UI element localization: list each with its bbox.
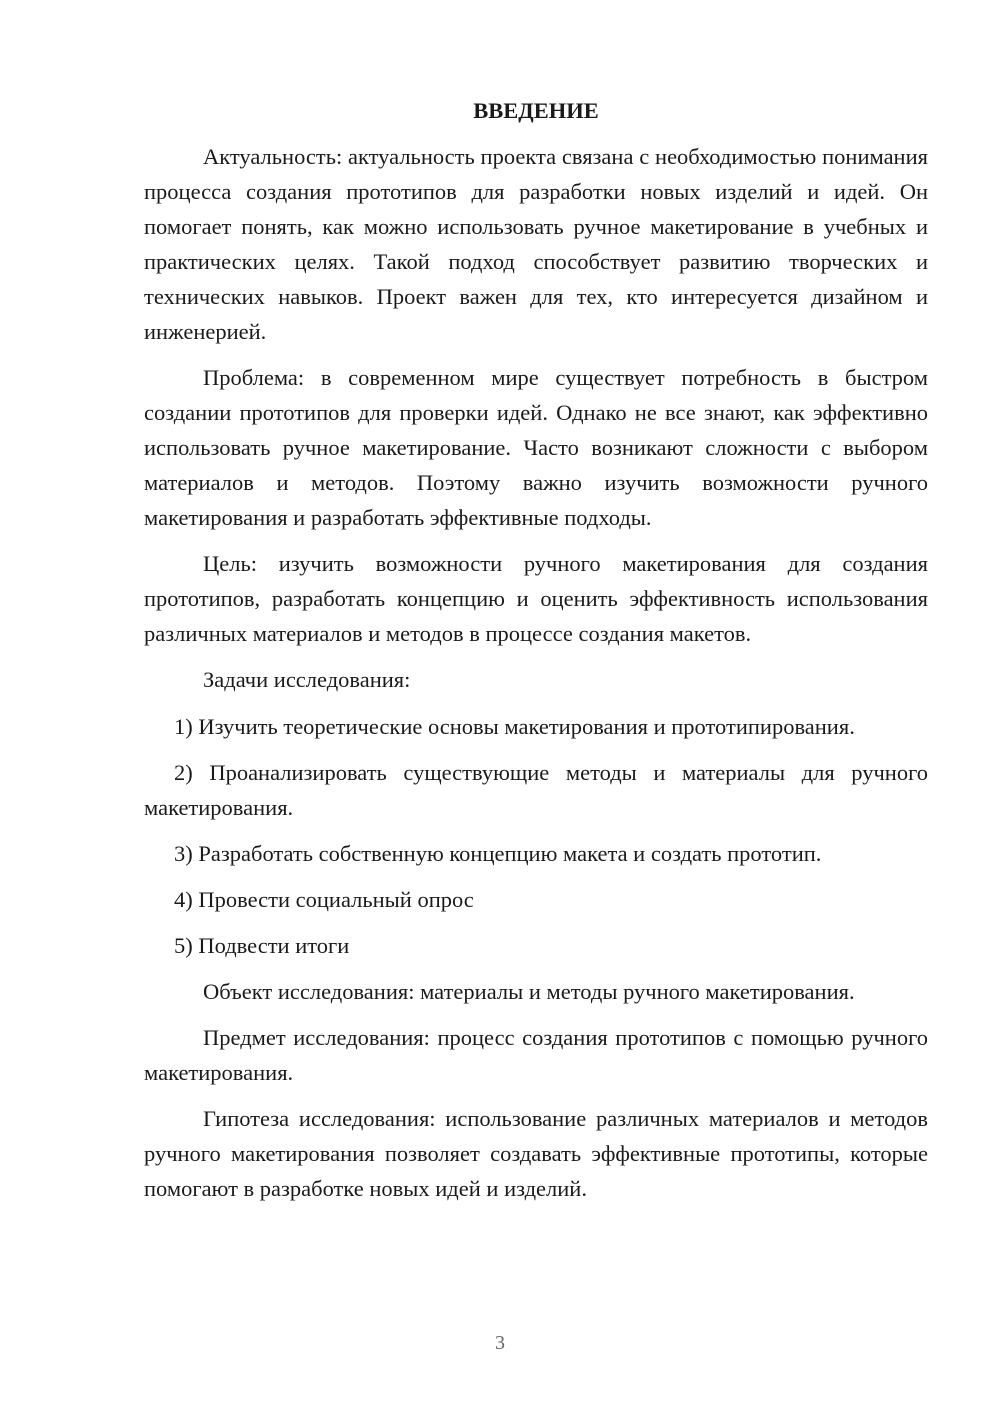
task-item-5: 5) Подвести итоги	[174, 933, 350, 958]
problem-paragraph: Проблема: в современном мире существует потребность в быстром создании прототипов для проверки идей. Однако не все знают, как эффективно использовать ручное макетирование. Часто возникают сложности с выбором материалов и методов. Поэтому важно изучить возможности ручного макетирования и разработать эффективные подходы.	[144, 365, 928, 530]
document-page	[144, 95, 928, 1217]
subject-paragraph: Предмет исследования: процесс создания прототипов с помощью ручного макетирования.	[144, 1025, 928, 1085]
relevance-paragraph: Актуальность: актуальность проекта связана с необходимостью понимания процесса создания прототипов для разработки новых изделий и идей. Он помогает понять, как можно использовать ручное макетирование в учебных и практических целях. Такой подход способствует развитию творческих и технических навыков. Проект важен для тех, кто интересуется дизайном и инженерией.	[144, 144, 928, 344]
task-item-3: 3) Разработать собственную концепцию макета и создать прототип.	[174, 841, 822, 866]
task-item-1: 1) Изучить теоретические основы макетирования и прототипирования.	[174, 714, 855, 739]
task-item-4: 4) Провести социальный опрос	[174, 887, 474, 912]
hypothesis-paragraph: Гипотеза исследования: использование различных материалов и методов ручного макетирования позволяет создавать эффективные прототипы, которые помогают в разработке новых идей и изделий.	[144, 1106, 928, 1201]
object-paragraph: Объект исследования: материалы и методы ручного макетирования.	[203, 979, 855, 1004]
page-title: ВВЕДЕНИЕ	[473, 98, 599, 123]
tasks-heading: Задачи исследования:	[203, 667, 411, 692]
task-item-2: 2) Проанализировать существующие методы и материалы для ручного макетирования.	[144, 760, 928, 820]
goal-paragraph: Цель: изучить возможности ручного макетирования для создания прототипов, разработать концепцию и оценить эффективность использования различных материалов и методов в процессе создания макетов.	[144, 551, 928, 646]
page-number: 3	[495, 1332, 505, 1354]
